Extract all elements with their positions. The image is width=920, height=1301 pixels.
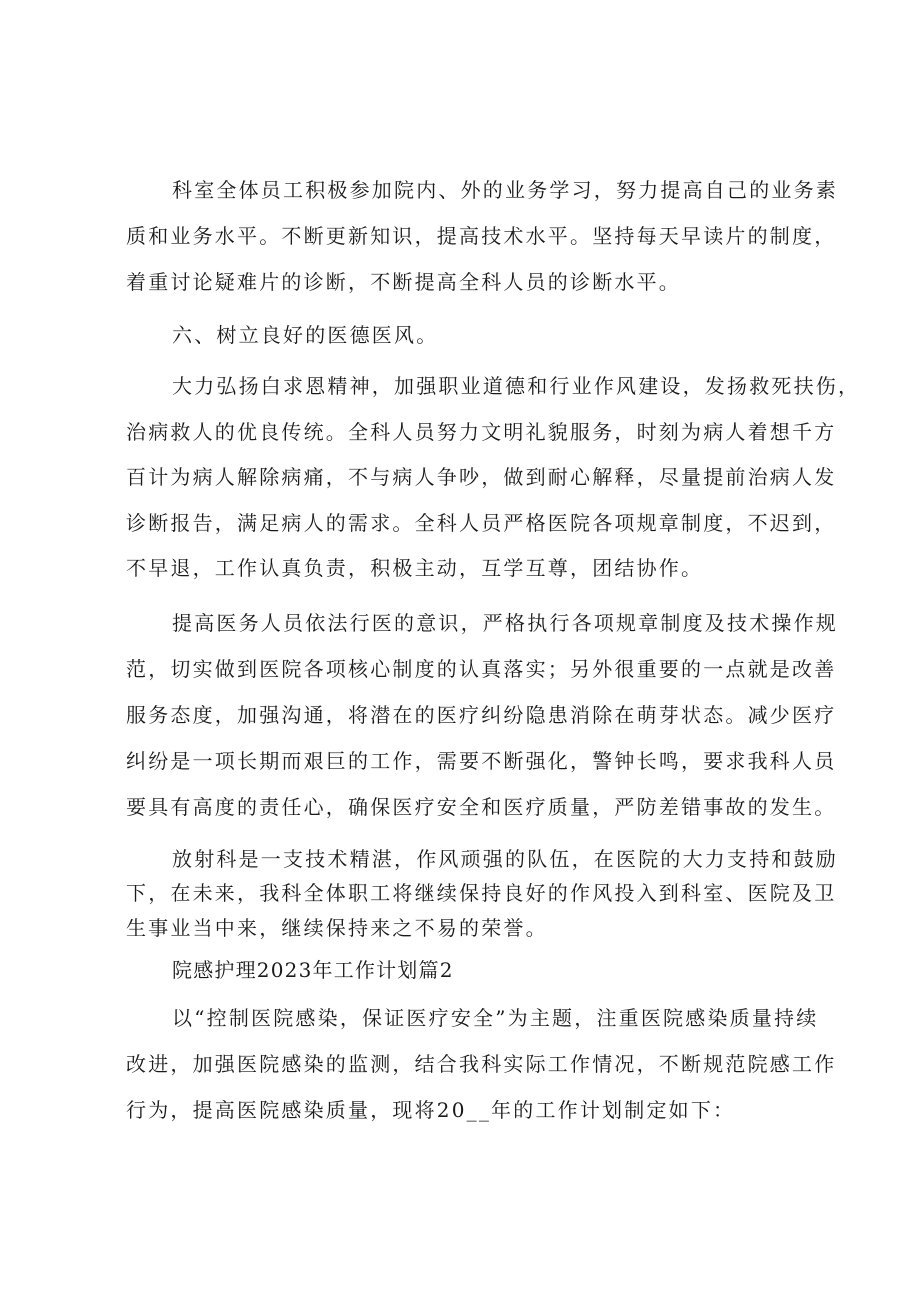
paragraph-line: 着重讨论疑难片的诊断，不断提高全科人员的诊断水平。 [126,270,681,294]
paragraph-line: 以“控制医院感染，保证医疗安全”为主题，注重医院感染质量持续 [172,1006,819,1030]
paragraph-line: 下，在未来，我科全体职工将继续保持良好的作风投入到科室、医院及卫 [126,881,837,905]
paragraph-line: 提高医务人员依法行医的意识，严格执行各项规章制度及技术操作规 [172,611,838,635]
paragraph-line: 百计为病人解除病痛，不与病人争吵，做到耐心解释，尽量提前治病人发 [126,465,837,489]
paragraph-line: 纠纷是一项长期而艰巨的工作，需要不断强化，警钟长鸣，要求我科人员 [126,749,837,773]
paragraph-line: 诊断报告，满足病人的需求。全科人员严格医院各项规章制度，不迟到， [126,511,837,535]
paragraph-line: 不早退，工作认真负责，积极主动，互学互尊，团结协作。 [126,556,704,580]
paragraph-line: 科室全体员工积极参加院内、外的业务学习，努力提高自己的业务素 [172,178,838,202]
paragraph-line: 生事业当中来，继续保持来之不易的荣誉。 [126,916,548,940]
section-heading: 六、树立良好的医德医风。 [172,323,439,347]
paragraph-line: 服务态度，加强沟通，将潜在的医疗纠纷隐患消除在萌芽状态。减少医疗 [126,703,837,727]
paragraph-line: 行为，提高医院感染质量，现将20__年的工作计划制定如下： [126,1098,736,1122]
paragraph-line: 放射科是一支技术精湛，作风顽强的队伍，在医院的大力支持和鼓励 [172,847,838,871]
section-title: 院感护理2023年工作计划篇2 [172,958,454,982]
paragraph-line: 治病救人的优良传统。全科人员努力文明礼貌服务，时刻为病人着想千方 [126,420,837,444]
paragraph-line: 大力弘扬白求恩精神，加强职业道德和行业作风建设，发扬救死扶伤， [172,374,861,398]
paragraph-line: 改进，加强医院感染的监测，结合我科实际工作情况，不断规范院感工作 [126,1052,837,1076]
paragraph-line: 范，切实做到医院各项核心制度的认真落实；另外很重要的一点就是改善 [126,657,837,681]
paragraph-line: 要具有高度的责任心，确保医疗安全和医疗质量，严防差错事故的发生。 [126,795,837,819]
paragraph-line: 质和业务水平。不断更新知识，提高技术水平。坚持每天早读片的制度， [126,224,837,248]
